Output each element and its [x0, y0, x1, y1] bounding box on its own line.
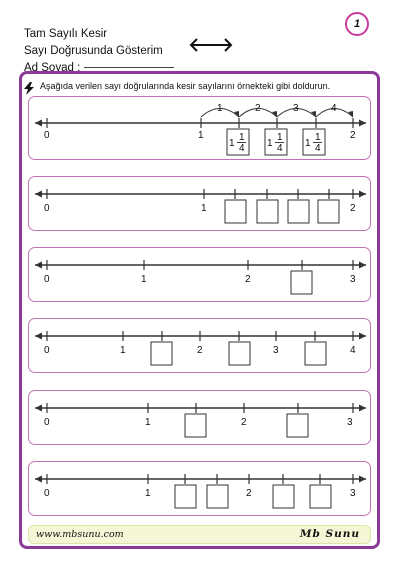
- tick-label: 0: [44, 417, 50, 428]
- page-number: 1: [353, 18, 361, 30]
- number-line: [29, 319, 372, 374]
- tick-label: 0: [44, 345, 50, 356]
- tick-label: 0: [44, 130, 50, 141]
- number-line-panel: [28, 461, 371, 516]
- denominator: 4: [277, 143, 283, 154]
- name-underline: [84, 67, 174, 68]
- answer-box[interactable]: [257, 200, 278, 223]
- tick-label: 1: [198, 130, 204, 141]
- tick-label: 1: [141, 274, 147, 285]
- example-number-line: [29, 97, 372, 161]
- tick-label: 0: [44, 274, 50, 285]
- lightning-icon: [24, 82, 34, 95]
- answer-box[interactable]: [229, 342, 250, 365]
- whole-part: 1: [267, 138, 273, 149]
- footer-bar: [28, 525, 371, 544]
- tick-label: 2: [350, 203, 356, 214]
- example-answer-box: [227, 129, 249, 155]
- whole-part: 1: [305, 138, 311, 149]
- page-number-badge: [345, 12, 369, 36]
- tick-label: 1: [145, 417, 151, 428]
- number-line-panel: [28, 176, 371, 231]
- brand-logo: Mb Sunu: [299, 528, 360, 540]
- tick-label: 2: [245, 274, 251, 285]
- instruction-text: Aşağıda verilen sayı doğrularında kesir sayılarını örnekteki gibi doldurun.: [40, 81, 331, 91]
- name-label: Ad Soyad :: [24, 62, 81, 74]
- whole-part: 1: [229, 138, 235, 149]
- tick-label: 0: [44, 203, 50, 214]
- tick-label: 2: [197, 345, 203, 356]
- tick-label: 4: [350, 345, 356, 356]
- number-line: [29, 391, 372, 446]
- numerator: 1: [315, 132, 321, 143]
- answer-box[interactable]: [318, 200, 339, 223]
- answer-box[interactable]: [310, 485, 331, 508]
- subtitle: Sayı Doğrusunda Gösterim: [24, 45, 163, 57]
- number-line: [29, 462, 372, 517]
- numerator: 1: [277, 132, 283, 143]
- example-answer-box: [303, 129, 325, 155]
- tick-label: 3: [350, 274, 356, 285]
- tick-label: 2: [241, 417, 247, 428]
- answer-box[interactable]: [273, 485, 294, 508]
- jump-label: 4: [331, 103, 337, 114]
- tick-label: 0: [44, 488, 50, 499]
- tick-label: 3: [350, 488, 356, 499]
- tick-label: 1: [201, 203, 207, 214]
- answer-box[interactable]: [207, 485, 228, 508]
- answer-box[interactable]: [291, 271, 312, 294]
- number-line: [29, 248, 372, 303]
- tick-label: 3: [347, 417, 353, 428]
- denominator: 4: [315, 143, 321, 154]
- number-line: [29, 177, 372, 232]
- number-line-panel: [28, 247, 371, 302]
- tick-label: 1: [120, 345, 126, 356]
- example-answer-box: [265, 129, 287, 155]
- title: Tam Sayılı Kesir: [24, 28, 108, 40]
- jump-label: 2: [255, 103, 261, 114]
- tick-label: 2: [246, 488, 252, 499]
- answer-box[interactable]: [305, 342, 326, 365]
- tick-label: 2: [350, 130, 356, 141]
- answer-box[interactable]: [287, 414, 308, 437]
- numerator: 1: [239, 132, 245, 143]
- answer-box[interactable]: [185, 414, 206, 437]
- answer-box[interactable]: [288, 200, 309, 223]
- jump-label: 1: [217, 103, 223, 114]
- tick-label: 3: [273, 345, 279, 356]
- answer-box[interactable]: [151, 342, 172, 365]
- jump-label: 3: [293, 103, 299, 114]
- answer-box[interactable]: [225, 200, 246, 223]
- denominator: 4: [239, 143, 245, 154]
- number-line-panel: [28, 390, 371, 445]
- answer-box[interactable]: [175, 485, 196, 508]
- tick-label: 1: [145, 488, 151, 499]
- website-text: www.mbsunu.com: [36, 529, 124, 540]
- number-line-panel: [28, 318, 371, 373]
- double-arrow-icon: [188, 38, 234, 52]
- example-panel: [28, 96, 371, 160]
